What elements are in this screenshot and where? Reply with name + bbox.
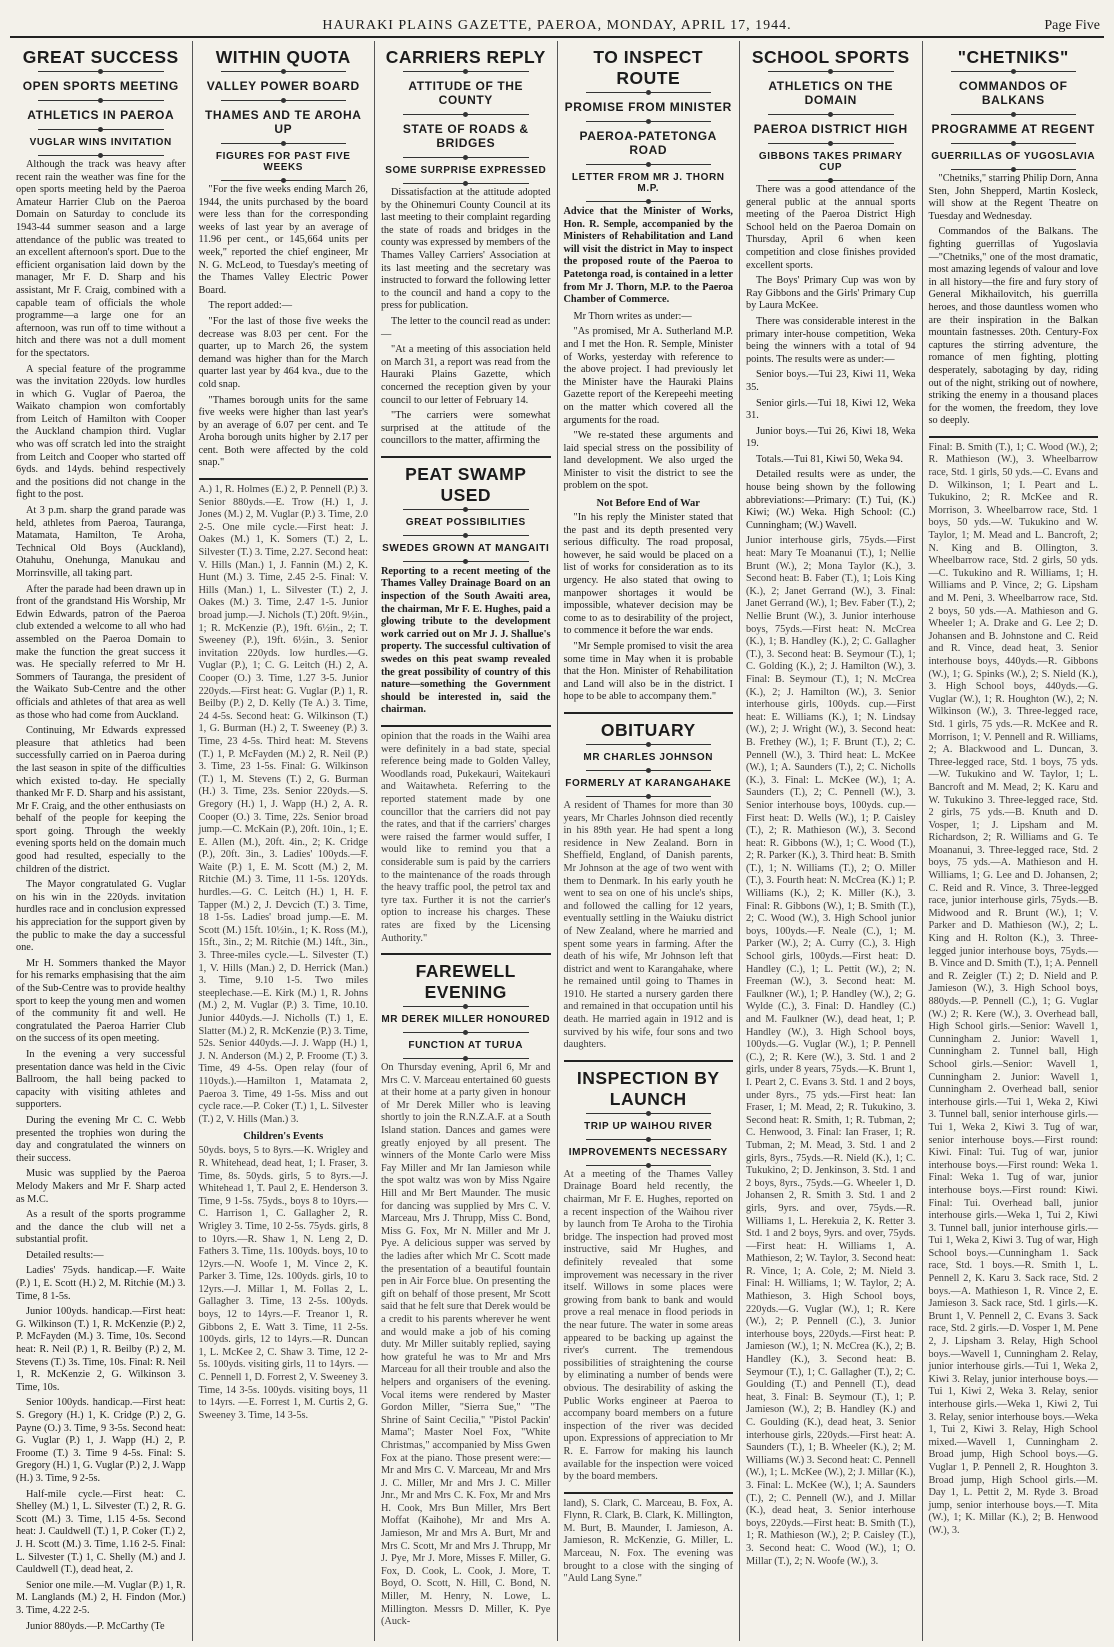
paragraph: Junior 100yds. handicap.—First heat: G. Wilkinson (T.) 1, R. McKenzie (P.) 2, P. McFayden (M.) 3. Time, 10s. Second heat: R. Neil (P.) 1, R. Beilby (P.) 2, M. Stevens (T.) 3s. Time, 10s. Final: R. Neil 1, R. McKenzie 2, G. Wilkinson 3. Time, 10s. <box>16 1306 186 1393</box>
section-divider <box>381 456 551 458</box>
divider <box>38 71 164 72</box>
divider <box>403 1058 529 1059</box>
paragraph: "The carriers were somewhat surprised at the attitude of the councillors to the matter, affirming the <box>381 410 551 447</box>
divider <box>768 180 894 181</box>
subheading: PAEROA-PATETONGA ROAD <box>579 129 717 157</box>
column-great-success <box>10 41 193 1641</box>
paragraph: "We re-stated these arguments and laid special stress on the possibility of land development. We also urged the Minister to visit the district to see the problem on the spot. <box>563 430 733 492</box>
article-body <box>381 187 551 448</box>
section-divider <box>381 725 551 727</box>
paragraph: "Mr Semple promised to visit the area some time in May when it is probable that the Hon. Minister of Rehabilitation and Land will also be in the district. I hope to be able to accompany them." <box>563 641 733 703</box>
page-number: Page Five <box>1044 18 1100 33</box>
paragraph: The Boys' Primary Cup was won by Ray Gibbons and the Girls' Primary Cup by Laura McKee. <box>746 275 916 312</box>
subheading: THAMES AND TE AROHA UP <box>204 108 362 136</box>
paragraph: "In his reply the Minister stated that the past and its depth presented very serious difficulty. The road proposal, however, he said would be placed on a list of works for consideration as to its urgency. He also stated that owing to manpower shortages it would be impossible, whatever decision may be come to as to desirability of the project, to commence it before the war ends. <box>563 512 733 637</box>
divider <box>221 143 347 144</box>
headline: GREAT SUCCESS <box>22 47 179 67</box>
divider <box>38 100 164 101</box>
divider <box>951 169 1077 170</box>
paragraph: The letter to the council read as under:— <box>381 315 551 340</box>
subheading: MR CHARLES JOHNSON <box>583 751 714 763</box>
headline: TO INSPECT ROUTE <box>593 47 704 88</box>
paragraph: Junior 880yds.—P. McCarthy (Te <box>26 1620 165 1632</box>
subheading: COMMANDOS OF BALKANS <box>958 79 1068 107</box>
paragraph: There was considerable interest in the primary inter-house competition, Weka being the winners with a total of 94 points. The results were as under:— <box>746 315 916 365</box>
subheading: STATE OF ROADS & BRIDGES <box>402 122 529 150</box>
section-divider <box>564 1492 734 1494</box>
paragraph: In the evening a very successful presentation dance was held in the Civic Ballroom, the hall being packed to capacity with visiting athletes and supporters. <box>16 1048 186 1111</box>
paragraph: Senior one mile.—M. Vuglar (P.) 1, R. M. Langlands (M.) 2, H. Findon (Mor.) 3. Time, 4.22 2-5. <box>16 1579 186 1616</box>
subheading: LETTER FROM MR J. THORN M.P. <box>571 172 725 194</box>
results-text: A.) 1, R. Holmes (E.) 2, P. Pennell (P.) 3. Senior 880yds.—E. Trow (H.) 1, J. Jones (M.) 2, M. Vuglar (P.) 3. Time, 2.0 2-5. One mile cycle.—First heat: J. Oakes (M.) 1, K. Somers (T.) 2, L. Silvester (T.) 3. Time, 2.27. Second heat: V. Hills (Man.) 1, J. Fannin (M.) 2, K. Hunt (M.) 3. Time, 2.45 2-5. Final: V. Hills (Man.) 1, L. Silvester (T.) 2, J. Oakes (M.) 3. Time, 2.47 1-5. Junior broad jump.—J. Nichols (T.) 20ft. 9½in., 1; R. McKenzie (P.), 19ft. 6½in., 2; T. Sweeney (P.), 19ft. 6½in., 3. Senior invitation 220yds. low hurdles.—G. Vuglar (P.), 1; C. G. Leitch (H.) 2, A. Cooper (O.) 3. Time, 1.27 3-5. Junior 220yds.—First heat: G. Vuglar (P.) 1, R. Beilby (P.) 2, D. Kelly (Te A.) 3. Time, 24 4-5s. Second heat: G. Wilkinson (T.) 1, G. Burman (H.) 2, T. Sweeney (P.) 3. Time, 23 4-5s. Third heat: M. Stevens (T.) 1, P. McFayden (M.) 2, R. Neil (P.) 3. Time, 23 1-5s. Final: G. Wilkinson (T.) 1, M. Stevens (T.) 2, G. Burman (H.) 3. Time, 23s. Senior 220yds.—S. Gregory (H.) 1, J. Wapp (H.) 2, A. R. Cooper (O.) 3. Time, 22s. Senior broad jump.—C. McKain (P.), 20ft. 10in., 1; E. E. Allen (M.), 20ft. 4in., 2; K. Cridge (P.), 20ft. 3in., 3. Ladies' 100yds.—F. Waite (P.) 1, E. M. Scott (M.) 2, M. Ritchie (M.) 3. Time, 11 1-5s. 120Yds. hurdles.—G. C. Leitch (H.) 1, H. F. Tapper (M.) 2, J. Devcich (T.) 3. Time, 18 1-5s. Ladies' broad jump.—E. M. Scott (M.) 15ft. 10½in., 1; K. Ross (M.), 15ft., 3in., 2; M. Ritchie (M.) 14ft., 3in., 3. Three-miles cycle.—L. Silvester (T.) 1, V. Hills (Man.) 2, D. Herrick (Man.) 3. Time, 9.10 1-5. Two miles steeplechase.—E. Kirk (M.) 1, R. Johns (M.) 2, M. Vuglar (P.) 3. Time, 10.10. Junior 440yds.—J. Nicholls (T.) 1, E. Slatter (M.) 2, R. McKenzie (P.) 3. Time, 52s. Senior 440yds.—J. J. Wapp (H.) 1, J. N. Anderson (M.) 2, P. Froome (T.) 3. Time, 49 4-5s. Open relay (four of 110yds.).—Hamilton 1, Matamata 2, Paeroa 3. Time, 49 1-5s. Miss and out cycle race.—P. Coker (T.) 1, L. Silvester (T.) 2, V. Hills (Man.) 3. <box>198 484 368 1125</box>
paragraph: A special feature of the programme was the invitation 220yds. low hurdles in which G. Vuglar of Paeroa, the Waikato champion won comfortably from Leitch of Hamilton with Cooper the Auckland champion third. Vuglar who was off scratch led into the straight from Leitch and Cooper who started off 6yds. and 14yds. behind respectively and the positions did not change in the fight to the post. <box>16 363 186 501</box>
masthead <box>10 8 1104 38</box>
subheading: SWEDES GROWN AT MANGAITI <box>382 542 550 554</box>
paragraph: As a result of the sports programme and the dance the club will net a substantial profit. <box>16 1209 186 1246</box>
headline: INSPECTION BY LAUNCH <box>576 1067 720 1109</box>
paragraph: "For the last of those five weeks the decrease was 8.03 per cent. For the quarter, up to March 26, the system demand was higher than for the March quarter last year by 464 kva., due to the cold snap. <box>198 315 368 390</box>
subheading: PAEROA DISTRICT HIGH <box>753 122 908 136</box>
divider <box>586 1113 712 1114</box>
headline: SCHOOL SPORTS <box>751 47 910 67</box>
article-continuation: opinion that the roads in the Waihi area were definitely in a bad state, special reference being made to Golden Valley, Woodlands road, Pukekauri, Waitekauri and Waitawheta. Referring to the reported statement made by one councillor that the carriers did not pay the rates, and that if the carriers' charges were raised the farmer would suffer, I would like to remind you that a considerable sum is paid by the carriers to the maintenance of the roads through the heavy traffic pool, the petrol tax and tyre tax. Further it is not the carrier's option to increase his charges. These rates are fixed by the Licensing Authority." <box>381 731 551 944</box>
article-body: A resident of Thames for more than 30 years, Mr Charles Johnson died recently in his 89th year. He had spent a long residence in New Zealand. Born in Sheffield, England, of Danish parents, Mr Johnson at the age of two went with them to Denmark. In his early youth he went to sea on one of his uncle's ships, and followed the calling for 12 years, eventually settling in the Waiuku district of New Zealand, where he married and spent some years in farming. After the death of his wife, Mr Johnson left that district and went to Karangahake, where he remained until going to Thames in 1910. He started a nursery garden there and remained in that occupation until his death. He married again in 1912 and is survived by his wife, four sons and two daughters. <box>563 799 733 1051</box>
divider <box>221 180 347 181</box>
paragraph: Half-mile cycle.—First heat: C. Shelley (M.) 1, L. Silvester (T.) 2, R. G. Scott (M.) 3. Time, 1.15 4-5s. Second heat: J. Cauldwell (T.) 1, P. Coker (T.) 2, J. H. Scott (M.) 3. Time, 1.16 2-5. Final: L. Silvester (T.) 1, C. Shelly (M.) and J. Cauldwell (T.), dead heat, 2. <box>16 1488 186 1576</box>
divider <box>951 114 1077 115</box>
divider <box>221 100 347 101</box>
divider <box>403 114 529 115</box>
masthead-title: HAURAKI PLAINS GAZETTE, PAEROA, MONDAY, APRIL 17, 1944. <box>322 18 792 33</box>
paragraph: Ladies' 75yds. handicap.—F. Waite (P.) 1, E. Scott (H.) 2, M. Ritchie (M.) 3. Time, 8 1-5s. <box>16 1265 186 1302</box>
subheading: IMPROVEMENTS NECESSARY <box>568 1146 728 1158</box>
divider <box>403 71 529 72</box>
paragraph: "At a meeting of this association held on March 31, a report was read from the Hauraki Plains Gazette, which concerned the reception given by your council to our letter of February 14. <box>381 344 551 406</box>
subheading: FIGURES FOR PAST FIVE WEEKS <box>215 151 351 173</box>
divider <box>586 92 712 93</box>
article-body <box>199 184 369 470</box>
divider <box>586 1165 712 1166</box>
section-divider <box>381 953 551 955</box>
article-lead: Advice that the Minister of Works, Hon. R. Semple, accompanied by the Ministers of Rehabilitation and Land will visit the district in May to inspect the proposed route of the Paeroa to Patetonga road, is contained in a letter from Mr J. Thorn, M.P. to the Paeroa Chamber of Commerce. <box>563 206 733 306</box>
divider <box>951 71 1077 72</box>
paragraph: Mr H. Sommers thanked the Mayor for his remarks emphasising that the aim of the Sub-Centre was to provide healthy sport to keep the young men and women of the community fit and well. He congratulated the Paeroa Harrier Club on the success of its open meeting. <box>16 957 186 1045</box>
paragraph: Detailed results were as under, the house being shown by the following abbreviations:—Primary: (T.) Tui, (K.) Kiwi; (W.) Weka. High School: (C.) Cunningham; (W.) Wavell. <box>746 469 916 531</box>
subheading: TRIP UP WAIHOU RIVER <box>584 1120 713 1132</box>
headline: FAREWELL EVENING <box>415 961 516 1003</box>
columns <box>10 41 1104 1641</box>
divider <box>403 1032 529 1033</box>
subheading: ATTITUDE OF THE COUNTY <box>408 79 524 107</box>
subheading: MR DEREK MILLER HONOURED <box>381 1014 551 1026</box>
paragraph: Music was supplied by the Paeroa Melody Makers and Mr F. Sharp acted as M.C. <box>16 1168 186 1205</box>
divider <box>403 561 529 562</box>
paragraph: Commandos of the Balkans. The fighting guerrillas of Yugoslavia—"Chetniks," one of the most dramatic, most amazing legends of valour and love in all history—the fire and fury story of General Mikhailovitch, his guerrilla heroes, and those dauntless women who are their inspiration in the Balkan mountain fastnesses. 20th. Century-Fox captures the stirring adventure, the romance of men fighting, plotting desperately, sabotaging by day, riding out of the night, striking out of nowhere, striking the enemy in a thousand places for the women, the freedom, they love so deeply. <box>928 226 1098 427</box>
divider <box>403 183 529 184</box>
paragraph: "Chetniks," starring Philip Dorn, Anna Sten, John Shepperd, Martin Kosleck, will show at the Regent Theatre on Tuesday and Wednesday. <box>928 173 1098 222</box>
subheading: GUERRILLAS OF YUGOSLAVIA <box>931 151 1096 162</box>
headline: "CHETNIKS" <box>957 47 1069 67</box>
column-school-sports <box>740 41 923 1641</box>
divider <box>586 164 712 165</box>
subheading: OPEN SPORTS MEETING <box>22 79 179 93</box>
results-text: Final: B. Smith (T.), 1; C. Wood (W.), 2; R. Mathieson (W.), 3. Wheelbarrow race, Std. 1 girls, 50 yds.—C. Evans and D. Wilkinson, 1; I. Peart and L. Tukukino, 2; R. McKee and R. Morrison, 3. Wheelbarrow race, Std. 1 boys, 50 yds.—W. Tukukino and W. Taylor, 1; M. Mead and L. Bancroft, 2; N. King and B. Ollington, 3. Wheelbarrow race, Std. 2 girls, 50 yds.—C. Tukukino and R. Williams, 1; H. Williams and P. Vince, 2; G. Lipsham and M. Peni, 3. Wheelbarrow race, Std. 2 boys, 50 yds.—A. Mathieson and G. Wheeler 1; A. Drake and G. Lee 2; D. Johansen and B. Johnstone and C. Reid and R. Vince, dead heat, 3. Senior interhouse boys, 440yds.—R. Gibbons (W.), 1; G. Spinks (W.), 2; S. Nield (K.), 3. High School boys, 440yds.—G. Vuglar (W.), 1; R. Houghton (W.), 2; N. Wilkinson (W.), 3. Three-legged race, Std. 1 girls, 75 yds.—R. McKee and R. Morrison, 1; V. Pennell and R. Williams, 2; A. Blackwood and L. Duncan, 3. Three-legged race, Std. 1 boys, 75 yds.—W. Tukukino and W. Taylor, 1; L. Bancroft and M. Mead, 2; K. Karu and W. Tukukino 3. Three-legged race, Std. 2 girls, 75 yds.—B. Knuth and D. Vosper, 1; J. Lipsham and M. Richardson, 2; R. Williams and G. Te Moananui, 3. Three-legged race, Std. 2 boys, 75 yds.—A. Mathieson and H. Williams, 1; G. Lee and D. Johansen, 2; C. Reid and R. Vince, 3. Three-legged race, junior interhouse girls, 75yds.—B. Midwood and R. Brunt (W.), 1; V. Parker and D. Mathieson (W.), 2; L. King and H. Rolton (K.), 3. Three-legged junior interhouse boys, 75yds.—B. Vince and D. Smith (T.), 1; A. Pennell and R. Zeigler (T.) 2; D. Nield and P. Jamieson (W.), 3. High School boys, 880yds.—P. Pennell (C.), 1; G. Vuglar (W.) 2; R. Kere (W.), 3. Overhead ball, High School girls.—Senior: Wavell 1, Cunningham 2. Junior: Wavell 1, Cunningham 2. Tunnel ball, High School girls.—Senior: Wavell 1, Cunningham 2. Junior: Wavell 1, Cunningham 2. Overhead ball, senior interhouse girls.—Tui 1, Weka 2, Kiwi 3. Tunnel ball, senior interhouse girls.—Tui 1, Weka 2, Kiwi 3. Tug of war, senior interhouse boys.—First round: Kiwi. Final: Tui. Tug of war, junior interhouse boys.—First round: Weka 1. Final: Weka 1. Tug of war, junior interhouse boys.—First round: Kiwi. Final: Tui. Overhead ball, junior interhouse girls.—Weka 1, Tui 2, Kiwi 3. Tunnel ball, junior interhouse girls.—Tui 1, Weka 2, Kiwi 3. Tug of war, High School boys.—Cunningham 1. Sack race, Std. 1 boys.—R. Smith 1, L. Pennell 2, K. Karu 3. Sack race, Std. 2 boys.—A. Mathieson 1, R. Vince 2, E. Jamieson 3. Sack race, Std. 1 girls.—K. Brunt 1, V. Pennell 2, C. Evans 3. Sack race, Std. 2 girls.—D. Vosper 1, M. Pene 2, J. Lipsham 3. Relay, High School boys.—Wavell 1, Cunningham 2. Relay, junior interhouse girls.—Tui 1, Weka 2, Kiwi 3. Relay, junior interhouse boys.—Tui 1, Kiwi 2, Weka 3. Relay, senior interhouse girls.—Weka 1, Kiwi 2, Tui 3. Relay, senior interhouse boys.—Weka 1, Tui 2, Kiwi 3. Relay, High School mixed.—Wavell 1, Cunningham 2. Broad jump, High School boys.—G. Vuglar 1, P. Pennell 2, R. Houghton 3. Broad jump, High School girls.—M. Day 1, L. Pettit 2, M. Ryde 3. Broad jump, senior interhouse boys.—T. Mita (W.), 1; K. Millar (K.), 2; B. Henwood (W.), 3. <box>928 441 1098 1536</box>
paragraph: After the parade had been drawn up in front of the grandstand His Worship, Mr Edwin Edwards, patron of the Paeroa club extended a welcome to all who had assembled on the Paeroa Domain to make the function the great success it was. He specially referred to Mr H. Sommers of Tauranga, the president of the Waikato Sub-Centre and the other officials and athletes of that area as well as those who had come from Auckland. <box>16 583 186 721</box>
divider <box>586 796 712 797</box>
divider <box>403 157 529 158</box>
section-heading: Not Before End of War <box>596 498 700 510</box>
article-body <box>564 311 734 493</box>
divider <box>221 71 347 72</box>
divider <box>38 129 164 130</box>
headline: OBITUARY <box>600 719 696 740</box>
divider <box>586 744 712 745</box>
divider <box>586 121 712 122</box>
section-divider <box>564 1060 734 1062</box>
divider <box>586 770 712 771</box>
column-inspect-route <box>558 41 741 1641</box>
paragraph: Continuing, Mr Edwards expressed pleasure that athletics had been successfully carried on in Paeroa during the last season in spite of the difficulties which existed to-day. He specially thanked Mr F. D. Sharp and his assistant, Mr F. Craig, and the other enthusiasts on behalf of the people for keeping the sport going. Through the weekly evening sports held on the domain much good had resulted, especially to the children of the district. <box>16 725 186 875</box>
subheading: GREAT POSSIBILITIES <box>405 516 526 528</box>
article-body <box>16 159 186 1633</box>
section-divider <box>929 436 1099 438</box>
divider <box>586 1139 712 1140</box>
paragraph: Senior 100yds. handicap.—First heat: S. Gregory (H.) 1, K. Cridge (P.) 2, G. Payne (O.) 3. Time, 9 3-5s. Second heat: G. Vuglar (P.) 1, J. Wapp (H.) 2, P. Froome (T.) 3. Time 9 4-5s. Final: S. Gregory (H.) 1, G. Vuglar (P.) 2, J. Wapp (H.) 3. Time, 9 2-5s. <box>16 1397 186 1484</box>
paragraph: Senior boys.—Tui 23, Kiwi 11, Weka 35. <box>746 369 916 393</box>
paragraph: During the evening Mr C. C. Webb presented the trophies won during the day and congratulated the winners on their success. <box>16 1114 186 1164</box>
column-chetniks <box>923 41 1105 1641</box>
paragraph: "Thames borough units for the same five weeks were higher than last year's by an average of 6.07 per cent. and Te Aroha borough units higher by 2.17 per cent. Both were affected by the cold snap." <box>198 394 368 469</box>
paragraph: Senior girls.—Tui 18, Kiwi 12, Weka 31. <box>746 397 916 422</box>
paragraph: At 3 p.m. sharp the grand parade was held, athletes from Paeroa, Tauranga, Matamata, Hamilton, Te Aroha, Technical Old Boys (Auckland), Otahuhu, Onehunga, Manukau and Morrinsville, all taking part. <box>16 505 186 579</box>
paragraph: "As promised, Mr A. Sutherland M.P. and I met the Hon. R. Semple, Minister of Works, yesterday with reference to the above project. I had previously let the Minister have the Hauraki Plains Gazette report of the Kerepeehi meeting on the matter which covered all the arguments for the road. <box>563 326 733 426</box>
paragraph: Dissatisfaction at the attitude adopted by the Ohinemuri County Council at its last meeting to their complaint regarding the state of roads and bridges in the county was expressed by members of the Thames Valley Carriers' Association at its last meeting and the secretary was instructed to forward the following letter to the council and hand a copy to the press for publication. <box>381 187 551 312</box>
article-lead: Reporting to a recent meeting of the Thames Valley Drainage Board on an inspection of the South Awaiti area, the chairman, Mr F. E. Hughes, paid a glowing tribute to the development work carried out on Mr J. J. Shallue's property. The successful cultivation of swedes on this peat swamp revealed the great possibility of country of this nature—something the Government should be interested in, said the chairman. <box>381 565 551 716</box>
paragraph: "For the five weeks ending March 26, 1944, the units purchased by the board were less than for the corresponding weeks of last year by an average of 11.96 per cent., or 145,664 units per week," reported the chief engineer, Mr N. G. McLeod, to Tuesday's meeting of the Thames Valley Electric Power Board. <box>198 184 368 296</box>
column-within-quota <box>193 41 376 1641</box>
article-body: At a meeting of the Thames Valley Drainage Board held recently, the chairman, Mr F. E. Hughes, reported on a recent inspection of the Waihou river by launch from Te Aroha to the Tirohia bridge. The inspection had proved most instructive, said Mr Hughes, and definitely revealed that some improvement was necessary in the river itself. Willows in some places were growing from bank to bank and would prove a real menace in flood periods in the near future. The water in some areas appeared to be backing up against the river's current. The tremendous possibilities of straightening the course by eliminating a number of bends were obvious. The desirability of asking the Public Works engineer at Paeroa to accompany board members on a future inspection of the river was decided upon. Expressions of appreciation to Mr R. E. Farrow for making his launch available for the inspection were voiced by the board members. <box>563 1168 733 1483</box>
section-divider <box>564 712 734 714</box>
divider <box>403 1006 529 1007</box>
article-body <box>564 512 734 704</box>
column-carriers-reply <box>375 41 558 1641</box>
headline: PEAT SWAMP USED <box>405 463 527 505</box>
subheading: SOME SURPRISE EXPRESSED <box>385 165 547 176</box>
subheading: VALLEY POWER BOARD <box>206 79 360 93</box>
subheading: PROMISE FROM MINISTER <box>564 100 732 114</box>
subheading: FUNCTION AT TURUA <box>408 1040 524 1052</box>
section-heading: Children's Events <box>243 1131 324 1143</box>
divider <box>768 114 894 115</box>
divider <box>38 155 164 156</box>
subheading: ATHLETICS IN PAEROA <box>27 108 175 122</box>
paragraph: Totals.—Tui 81, Kiwi 50, Weka 94. <box>756 453 903 465</box>
headline: WITHIN QUOTA <box>215 47 351 67</box>
headline: CARRIERS REPLY <box>385 47 546 67</box>
paragraph: Although the track was heavy after recent rain the weather was fine for the open sports meeting held by the Paeroa Amateur Harrier Club on the Paeroa Domain on Saturday to conclude its 1943-44 summer season and a large attendance of the public was treated to an excellent afternoon's sport. Due to the efficient organisation laid down by the manager, Mr F. D. Sharp and his assistant, Mr F. Craig, combined with a capable team of officials the whole programme—a large one for an afternoon, was run off to time without a hitch and there was not a dull moment for the spectators. <box>16 159 186 359</box>
article-body: On Thursday evening, April 6, Mr and Mrs C. V. Marceau entertained 60 guests at their home at a party given in honour of Mr Derek Miller who is leaving shortly to join the R.N.Z.A.F. at a South Island station. Dances and games were greatly enjoyed by all present. The winners of the Monte Carlo were Miss Fay Miller and Mr Ian Jamieson while the spot waltz was won by Miss Ngaire Hill and Mr Bert Maunder. The music for dancing was supplied by Mrs C. V. Marceau, Mrs J. Thrupp, Miss C. Bond, Miss G. Fox, Mr N. Miller and Mr J. Pye. A delicious supper was served by the ladies after which Mr C. Scott made the presentation of a beautiful fountain pen in Air Force blue. On presenting the gift on behalf of those present, Mr Scott said that he felt sure that Derek would be a credit to his parents wherever he went and would make a job of his coming duty. Mr Miller suitably replied, saying how grateful he was to Mr and Mrs Marceau for all their trouble and also the helpers and organisers of the evening. Vocal items were rendered by Master Gordon Miller, "Sierra Sue," "The Shrine of Saint Cecilia," "Pistol Packin' Mama"; Master Noel Fox, "White Christmas," accompanied by Miss Gwen Fox at the piano. Those present were:— Mr and Mrs C. V. Marceau, Mr and Mrs J. C. Miller, Mr and Mrs J. C. Miller Jnr., Mr and Mrs C. K. Fox, Mr and Mrs H. Cook, Mrs Bun Miller, Mrs Bert Moffat (Kaihohe), Mr and Mrs A. Jamieson, Mr and Mrs A. Burt, Mr and Mrs C. Scott, Mr and Mrs J. Thrupp, Mr J. Pye, Mr J. More, Misses F. Miller, G. Fox, D. Cook, L. Cook, J. More, T. Boyd, O. Scott, N. Hill, C. Bond, N. Miller, M. Henry, N. Lowe, L. Millington. Messrs D. Miller, K. Pye (Auck- <box>381 1062 551 1628</box>
subheading: PROGRAMME AT REGENT <box>931 122 1095 136</box>
paragraph: Detailed results:— <box>26 1249 104 1261</box>
article-body <box>929 173 1099 428</box>
subheading: VUGLAR WINS INVITATION <box>29 137 172 148</box>
paragraph: The report added:— <box>208 300 292 312</box>
divider <box>403 535 529 536</box>
section-divider <box>199 478 369 480</box>
paragraph: Junior boys.—Tui 26, Kiwi 18, Weka 19. <box>746 425 916 450</box>
divider <box>586 201 712 202</box>
divider <box>951 143 1077 144</box>
divider <box>403 509 529 510</box>
article-continuation: land), S. Clark, C. Marceau, B. Fox, A. Flynn, R. Clark, B. Clark, K. Millington, M. Burt, B. Maunder, I. Jamieson, A. Jamieson, R. McKenzie, G. Miller, L. Marceau, N. Fox. The evening was brought to a close with the singing of "Auld Lang Syne." <box>563 1497 733 1585</box>
subheading: GIBBONS TAKES PRIMARY CUP <box>758 151 903 173</box>
divider <box>768 143 894 144</box>
article-body <box>746 184 916 532</box>
results-text: Junior interhouse girls, 75yds.—First heat: Mary Te Moananui (T.), 1; Nellie Brunt (W.), 2; Mona Taylor (K.), 3. Second heat: B. Faber (T.), 1; Lois King (K.), 2; Janet Gerrand (W.), 3. Final: Janet Gerrand (W.), 1; Bev. Faber (T.), 2; Nellie Brunt (W.), 3. Junior interhouse boys, 75yds.—First heat: N. McCrea (K.), 1; B. Handley (K.), 2; C. Gallagher (T.), 3. Second heat: B. Seymour (T.), 1; C. Golding (K.), 2; J. Hamilton (W.), 3. Final: B. Seymour (T.), 1; N. McCrea (K.), 2; J. Hamilton (W.), 3. Senior interhouse girls, 100yds. cup.—First heat: E. Williams (K.), 1; N. Lindsay (W.), 2; J. Wright (W.), 3. Second heat: B. Frethey (W.), 1; F. Brunt (T.), 2; C. Pennell (W.), 3. Third heat: L. McKee (W.), 1; A. Saunders (T.), 2; C. Nicholls (K.), 3. Final: L. McKee (W.), 1; A. Saunders (T.), 2; C. Pennell (W.), 3. Senior interhouse boys, 100yds. cup.—First heat: D. Wells (W.), 1; P. Caisley (T.), 2; R. Mathieson (W.), 3. Second heat: R. Gibbons (W.), 1; C. Wood (T.), 2; R. Parker (K.), 3. Third heat: B. Smith (T.), 1; N. Williams (T.), 2; O. Miller (T.), 3. Fourth heat: N. McCrea (K.) 1; P. Williams (K.), 2; K. Miller (K.), 3. Final: R. Gibbons (W.), 1; B. Smith (T.), 2; C. Wood (W.), 3. High School junior boys, 100yds.—F. Neale (C.), 1; M. Parker (W.), 2; A. Curry (C.), 3. High School girls, 100yds.—First heat: D. Handley (C.), 1; L. Pettit (W.), 2; N. Freeman (W.), 3. Second heat: M. Faulkner (W.), 1; P. Handley (W.), 2; G. Wylde (C.), 3. Final: D. Handley (C.) and M. Faulkner (W.), dead heat, 1; P. Handley (W.), 3. High School boys, 100yds.—G. Vuglar (W.), 1; P. Pennell (C.), 2; R. Kere (W.), 3. Std. 1 and 2 girls, under 8 years, 75yds.—K. Brunt 1, I. Peart 2, C. Evans 3. Std. 1 and 2 boys, under 8yrs., 75 yds.—First heat: Ian Fraser, 1; M. Mead, 2; R. Tukukino, 3. Second heat: R. Smith, 1; R. Tubman, 2; C. Henwood, 3. Final: Ian Fraser, 1; R. Tubman, 2; M. Mead, 3. Std. 1 and 2 girls, 8yrs., 75yds.—R. Nield (K.), 1; C. Tukukino, 2; D. Jenkinson, 3. Std. 1 and 2 boys, 8yrs., 75yds.—G. Wheeler 1, D. Johansen 2, R. Smith 3. Std. 1 and 2 girls, 9yrs. and over, 75yds.—R. Williams 1, L. Herekuia 2, K. Retter 3. Std. 1 and 2 boys, 9yrs. and over, 75yds.—First heat: H. Williams 1, A. Mathieson, 2; W. Taylor, 3. Second heat: R. Vince, 1; A. Cole, 2; M. Nield 3. Final: H. Williams, 1; W. Taylor, 2; A. Mathieson, 3. High School boys, 220yds.—G. Vuglar (W.), 1; R. Kere (W.), 2; P. Pennell (C.), 3. Junior interhouse boys, 220yds.—First heat: P. Jamieson (W.), 1; N. McCrea (K.), 2; B. Handley (K.), 3. Second heat: B. Seymour (T.), 1; C. Gallagher (T.), 2; C. Goulding (T.) and Pennell (T.), dead heat, 3. Final: B. Seymour (T.), 1; P. Jamieson (W.), 2; B. Handley (K.) and C. Goulding (K.), dead heat, 3. Senior interhouse girls, 220yds.—First heat: A. Saunders (T.), 1; B. Wheeler (K.), 2; M. Williams (W.) 3. Second heat: C. Pennell (W.), 1; L. McKee (W.), 2; J. Millar (K.), 3. Final: L. McKee (W.), 1; A. Saunders (T.), 2; C. Pennell (W.), and J. Millar (K.), dead heat, 3. Senior interhouse boys, 220yds.—First heat: B. Smith (T.), 1; R. Mathieson (W.), 2; P. Caisley (T.), 3. Second heat: C. Wood (W.), 1; O. Millar (T.), 2; N. Woofe (W.), 3. <box>746 535 916 1567</box>
children-results: 50yds. boys, 5 to 8yrs.—K. Wrigley and R. Whitehead, dead heat, 1; I. Fraser, 3. Time, 8s. 50yds. girls, 5 to 8yrs.—J. Whitehead 1, T. Paul 2, E. Henderson 3. Time, 9 1-5s. 75yds., boys 8 to 10yrs.—C. Harrison 1, C. Gallagher 2, R. Wrigley 3. Time, 10 2-5s. 75yds. girls, 8 to 10yrs.—R. Shaw 1, N. Leng 2, D. Fathers 3. Time, 11s. 100yds. boys, 10 to 12yrs.—N. Woofe 1, M. Vince 2, K. Parker 3. Time, 12s. 100yds. girls, 10 to 12yrs.—J. Millar 1, M. Follas 2, L. Gallagher 3. Time, 13 2-5s. 100yds. boys, 12 to 14yrs.—F. Treanor 1, R. Gibbons 2, E. Watt 3. Time, 11 2-5s. 100yds. girls, 12 to 14yrs.—R. Duncan 1, L. McKee 2, C. Shaw 3. Time, 12 2-5s. 100yds. visiting girls, 11 to 14yrs. —C. Pennell 1, D. Forrest 2, V. Sweeney 3. Time, 14 3-5s. 100yds. visiting boys, 11 to 14yrs. —E. Forrest 1, M. Curtis 2, G. Sweeney 3. Time, 14 3-5s. <box>198 1145 368 1421</box>
paragraph: Mr Thorn writes as under:— <box>573 310 692 322</box>
paragraph: There was a good attendance of the general public at the annual sports meeting of the Paeroa District High School held on the Paeroa Domain on Thursday, April 6 when keen competition and close finishes provided excellent sports. <box>746 184 916 271</box>
subheading: FORMERLY AT KARANGAHAKE <box>565 777 732 789</box>
divider <box>768 71 894 72</box>
subheading: ATHLETICS ON THE DOMAIN <box>768 79 894 107</box>
paragraph: The Mayor congratulated G. Vuglar on his win in the 220yds. invitation hurdles race and in conclusion expressed his appreciation for the support given by the public to make the day a successful one. <box>16 879 186 954</box>
